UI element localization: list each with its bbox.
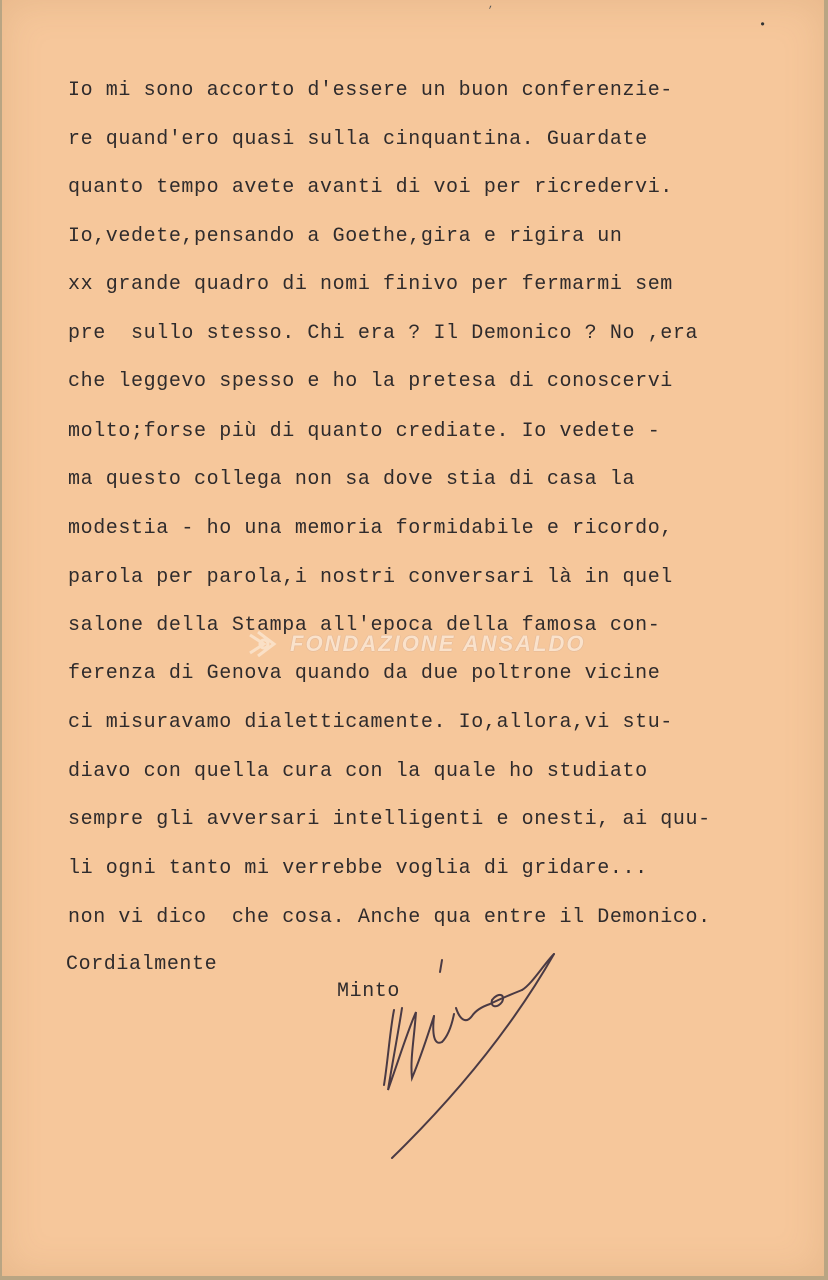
letter-line: li ogni tanto mi verrebbe voglia di gridare... [68,857,648,880]
letter-line: ferenza di Genova quando da due poltrone vicine [68,662,661,685]
letter-page [2,0,824,1276]
letter-line: che leggevo spesso e ho la pretesa di conoscervi [68,370,673,393]
letter-line: molto;forse più di quanto crediate. Io vedete - [68,420,661,443]
letter-line: sempre gli avversari intelligenti e onesti, ai quu- [68,808,711,831]
letter-line: re quand'ero quasi sulla cinquantina. Guardate [68,128,648,151]
letter-line: Io mi sono accorto d'essere un buon conferenzie- [68,79,673,102]
top-margin-mark: , [488,0,495,11]
handwritten-signature [372,950,572,1170]
watermark [244,626,586,662]
letter-line: ci misuravamo dialetticamente. Io,allora,vi stu- [68,711,673,734]
letter-line: modestia - ho una memoria formidabile e ricordo, [68,517,673,540]
letter-line: pre sullo stesso. Chi era ? Il Demonico ? No ,era [68,322,699,345]
signatory-name: Minto [337,980,401,1003]
letter-closing: Cordialmente [66,953,218,976]
corner-mark: • [759,18,767,32]
letter-line: salone della Stampa all'epoca della famosa con- [68,614,661,637]
letter-line: Io,vedete,pensando a Goethe,gira e rigira un [68,225,623,248]
letter-line: diavo con quella cura con la quale ho studiato [68,760,648,783]
letter-line: parola per parola,i nostri conversari là in quel [68,566,673,589]
letter-line: xx grande quadro di nomi finivo per fermarmi sem [68,273,673,296]
letter-line: quanto tempo avete avanti di voi per ricredervi. [68,176,673,199]
watermark-text: FONDAZIONE ANSALDO [290,631,586,656]
letter-line: non vi dico che cosa. Anche qua entre il Demonico. [68,906,711,929]
letter-line: ma questo collega non sa dove stia di casa la [68,468,636,491]
ansaldo-logo-icon [244,627,284,661]
